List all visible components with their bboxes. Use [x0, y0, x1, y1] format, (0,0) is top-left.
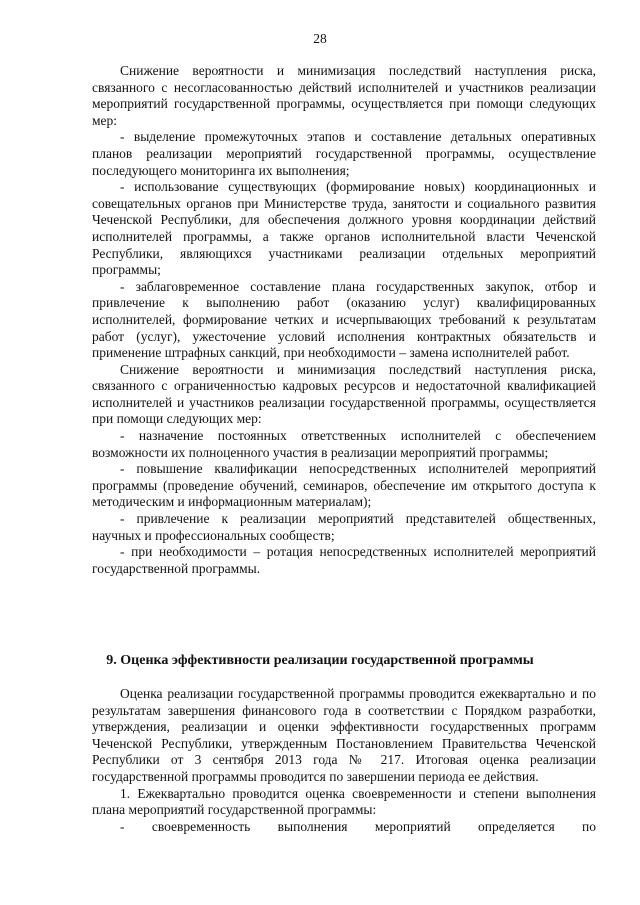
list-item: - использование существующих (формирование новых) координационных и совещательных органов при Министерстве труда, занятости и социального развития Чеченской Республики, для обеспечения должного уровня координации действий исполнителей программы, а также органов исполнительной власти Чеченской Республики, являющихся участниками реализации отдельных мероприятий программы; — [92, 179, 596, 278]
paragraph: Оценка реализации государственной программы проводится ежеквартально и по результатам завершения финансового года в соответствии с Порядком разработки, утверждения, реализации и оценки эффективности государственных программ Чеченской Республики, утвержденным Постановлением Правительства Чеченской Республики от 3 сентября 2013 года № 217. Итоговая оценка реализации государственной программы проводится по завершении периода ее действия. — [92, 686, 596, 784]
risk-mitigation-text — [92, 63, 596, 577]
list-item: - заблаговременное составление плана государственных закупок, отбор и привлечение к выполнению работ (оказанию услуг) квалифицированных исполнителей, формирование четких и исчерпывающих требований к результатам работ (услуг), ужесточение условий исполнения контрактных обязательств и применение штрафных санкций, при необходимости – замена исполнителей работ. — [92, 278, 596, 361]
list-item: - выделение промежуточных этапов и составление детальных оперативных планов реализации мероприятий государственной программы, осуществление последующего мониторинга их выполнения; — [92, 129, 596, 178]
list-item: - привлечение к реализации мероприятий представителей общественных, научных и профессиональных сообществ; — [92, 511, 596, 543]
paragraph: Снижение вероятности и минимизация последствий наступления риска, связанного с несогласованностью действий исполнителей и участников реализации мероприятий государственной программы, осуществляется при помощи следующих мер: — [92, 63, 596, 128]
list-item: - при необходимости – ротация непосредственных исполнителей мероприятий государственной программы. — [92, 544, 596, 576]
paragraph: Снижение вероятности и минимизация последствий наступления риска, связанного с ограниченностью кадровых ресурсов и недостаточной квалификацией исполнителей и участников реализации государственной программы, осуществляется при помощи следующих мер: — [92, 361, 596, 427]
list-item: - своевременность выполнения мероприятий определяется по — [120, 818, 596, 834]
section-heading: 9. Оценка эффективности реализации государственной программы — [106, 653, 534, 668]
page-number: 28 — [313, 31, 327, 46]
evaluation-text — [92, 686, 596, 835]
paragraph: 1. Ежеквартально проводится оценка своевременности и степени выполнения плана мероприятий государственной программы: — [92, 785, 596, 818]
list-item: - повышение квалификации непосредственных исполнителей мероприятий программы (проведение обучений, семинаров, обеспечение им открытого доступа к методическим и информационным материалам); — [92, 461, 596, 510]
list-item: - назначение постоянных ответственных исполнителей с обеспечением возможности их полноценного участия в реализации мероприятий программы; — [92, 428, 596, 460]
